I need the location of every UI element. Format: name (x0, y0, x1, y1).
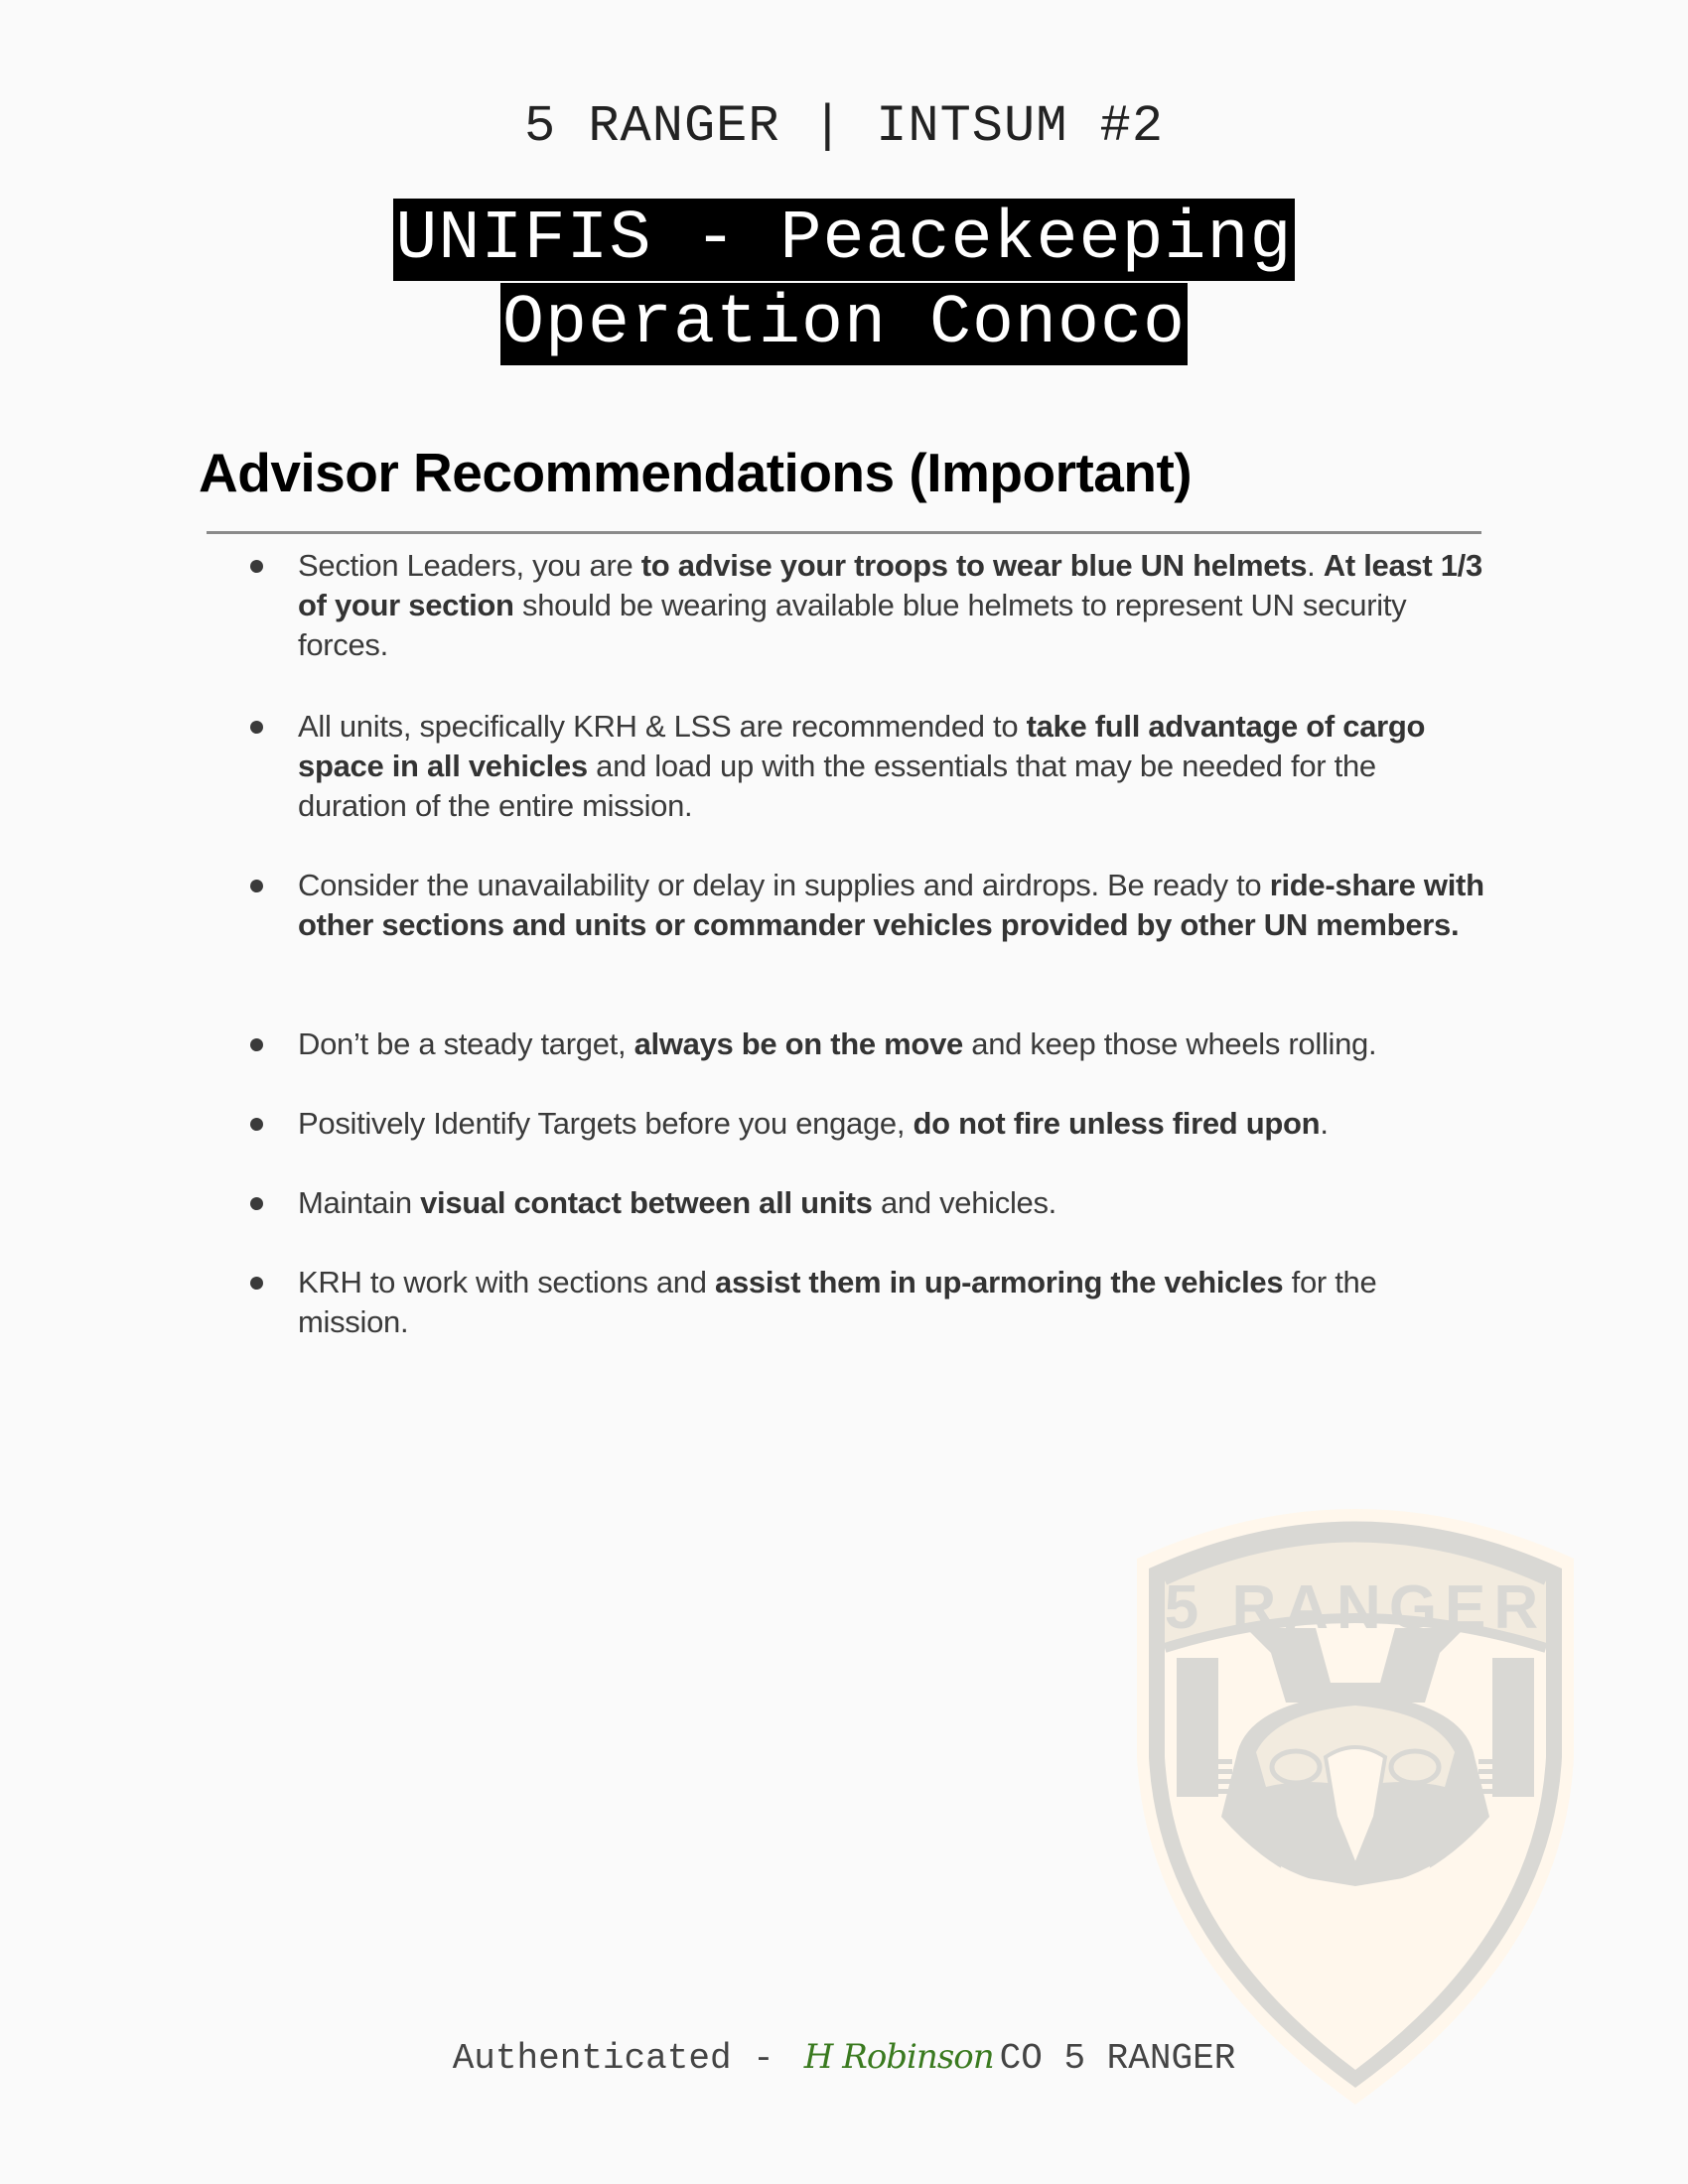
body-text: and vehicles. (872, 1185, 1056, 1220)
recommendation-item (298, 1024, 1489, 1064)
recommendation-item (298, 1104, 1489, 1144)
body-text: should be wearing available blue helmets to represent UN security forces. (298, 588, 1407, 662)
document-title: 5 RANGER | INTSUM #2 (523, 97, 1165, 156)
body-text: and keep those wheels rolling. (962, 1026, 1377, 1061)
operation-title-line-2 (0, 283, 1688, 365)
signature: H Robinson (803, 2037, 994, 2077)
recommendation-item (298, 1263, 1489, 1342)
operation-title-line-1 (0, 199, 1688, 281)
bullet-icon (250, 880, 263, 892)
emphasis-text: ride-share with other sections and units or commander vehicles provided by other UN members. (298, 868, 1484, 942)
body-text: Don’t be a steady target, (298, 1026, 634, 1061)
authenticated-label: Authenticated - (452, 2038, 774, 2079)
body-text: Consider the unavailability or delay in supplies and airdrops. Be ready to (298, 868, 1270, 902)
bullet-icon (250, 1038, 263, 1051)
body-text: and load up with the essentials that may be needed for the duration of the entire mission. (298, 749, 1376, 823)
emphasis-text: take full advantage of cargo space in all vehicles (298, 709, 1426, 783)
emphasis-text: At least 1/3 of your section (298, 548, 1482, 622)
body-text: for the mission. (298, 1265, 1377, 1339)
heading-divider (207, 531, 1481, 534)
recommendation-item (298, 707, 1489, 826)
emphasis-text: do not fire unless fired upon (913, 1106, 1321, 1141)
bullet-icon (250, 1118, 263, 1131)
emphasis-text: to advise your troops to wear blue UN helmets (640, 548, 1308, 583)
bullet-icon (250, 721, 263, 734)
section-heading: Advisor Recommendations (Important) (199, 442, 1193, 503)
recommendation-item (298, 546, 1489, 665)
recommendation-item (298, 866, 1489, 945)
operation-title-text-2: Operation Conoco (501, 285, 1187, 363)
signer-title: CO 5 RANGER (999, 2038, 1236, 2079)
body-text: Maintain (298, 1185, 421, 1220)
emphasis-text: visual contact between all units (420, 1185, 873, 1220)
falcon-crest-icon (1127, 1489, 1584, 2105)
body-text: Section Leaders, you are (298, 548, 641, 583)
body-text: KRH to work with sections and (298, 1265, 716, 1299)
emphasis-text: assist them in up-armoring the vehicles (715, 1265, 1284, 1299)
operation-title-text-1: UNIFIS - Peacekeeping (395, 201, 1293, 279)
recommendation-item (298, 1183, 1489, 1223)
body-text: . (1307, 548, 1324, 583)
body-text: Positively Identify Targets before you engage, (298, 1106, 914, 1141)
crest-text: 5 RANGER (1164, 1573, 1547, 1642)
bullet-icon (250, 1277, 263, 1290)
body-text: . (1320, 1106, 1329, 1141)
authentication-footer (0, 2037, 1688, 2079)
bullet-icon (250, 560, 263, 573)
body-text: All units, specifically KRH & LSS are recommended to (298, 709, 1027, 744)
emphasis-text: always be on the move (633, 1026, 963, 1061)
bullet-icon (250, 1197, 263, 1210)
